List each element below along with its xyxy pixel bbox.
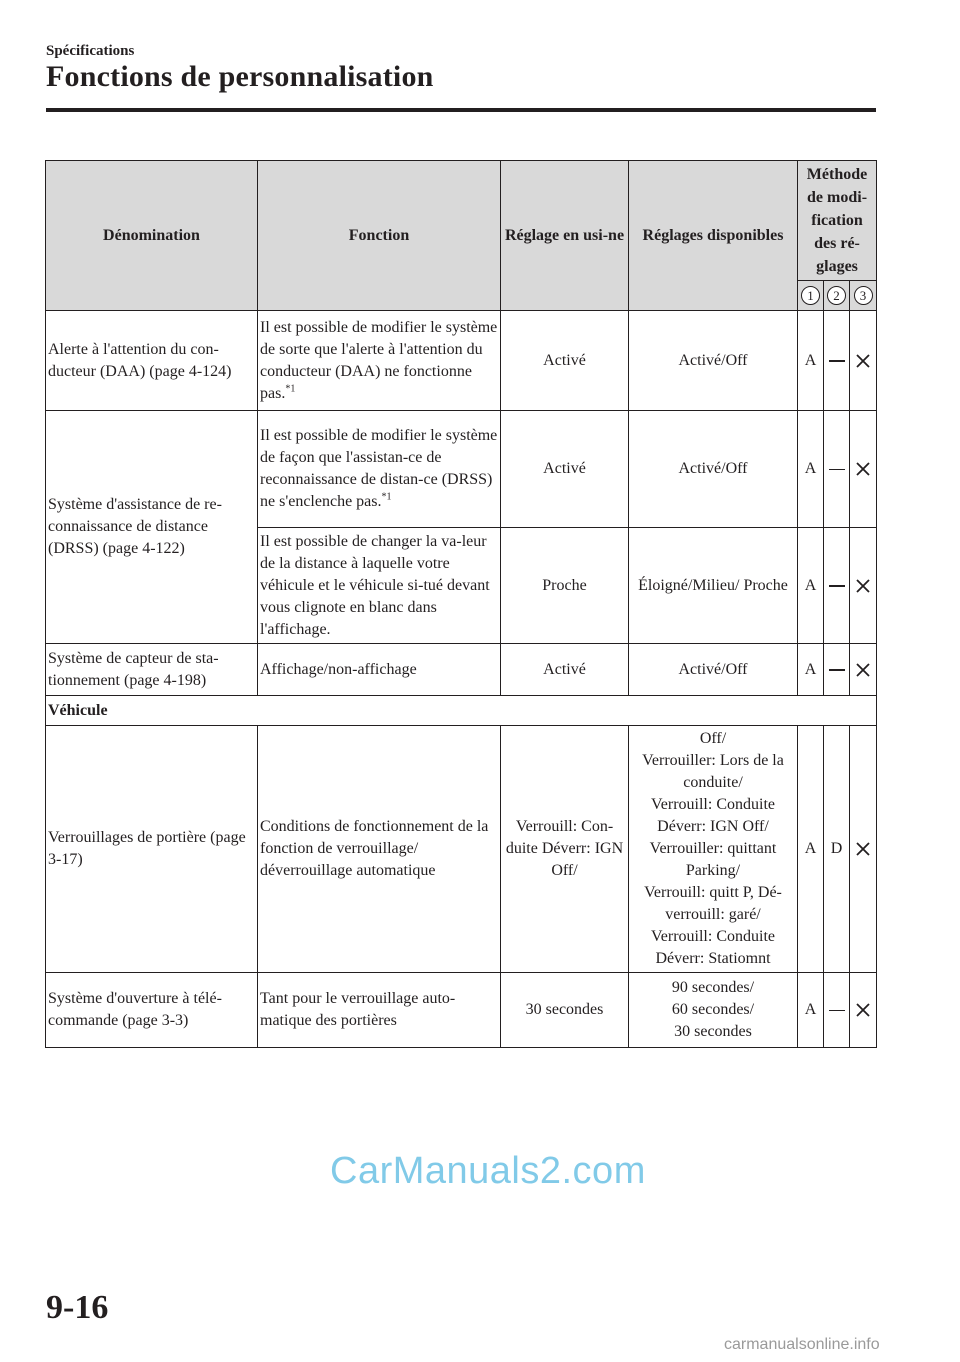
- header-default: Réglage en usi-ne: [501, 161, 629, 311]
- table-row: [46, 726, 877, 973]
- method-1-value: A: [798, 411, 824, 528]
- cross-icon: [855, 841, 871, 857]
- method-1-value: A: [798, 973, 824, 1048]
- row-function: Il est possible de changer la va-leur de la distance à laquelle votre véhicule et le véhicule si-tué devant vous clignote en blanc dans l'affichage.: [258, 528, 501, 644]
- method-3-value: [850, 528, 877, 644]
- group-row: [46, 696, 877, 726]
- row-function: Il est possible de modifier le système de façon que l'assistan-ce de reconnaissance de distan-ce (DRSS) ne s'enclenche pas.$^{*1}$: [258, 411, 501, 528]
- row-function: Il est possible de modifier le système de sorte que l'alerte à l'attention du conducteur (DAA) ne fonctionne pas.$^{*1}$: [258, 311, 501, 411]
- cross-icon: [855, 461, 871, 477]
- method-2-value: [824, 411, 850, 528]
- method-3-value: [850, 973, 877, 1048]
- row-available: Activé/Off: [629, 311, 798, 411]
- footer-url: carmanualsonline.info: [724, 1336, 880, 1353]
- available-option: Verrouiller: Lors de la conduite/: [642, 752, 784, 791]
- header-method: Méthode de modi-fication des ré-glages: [798, 161, 877, 281]
- available-option: Off/: [699, 730, 727, 747]
- method-1-value: A: [798, 311, 824, 411]
- method-2-value: D: [824, 726, 850, 973]
- row-name: Alerte à l'attention du con-ducteur (DAA) (page 4-124): [46, 311, 258, 411]
- circled-number-1-icon: 1: [801, 286, 820, 305]
- table-row: [46, 644, 877, 696]
- method-3-value: [850, 644, 877, 696]
- cross-icon: [855, 1002, 871, 1018]
- header-method-col-3: [850, 281, 877, 311]
- available-option: 30 secondes: [674, 1023, 752, 1040]
- header-method-col-2: [824, 281, 850, 311]
- available-option: 60 secondes/: [671, 1001, 755, 1018]
- row-name: Système de capteur de sta-tionnement (page 4-198): [46, 644, 258, 696]
- method-1-value: A: [798, 644, 824, 696]
- row-default: Activé: [501, 644, 629, 696]
- method-1-value: A: [798, 726, 824, 973]
- dash-icon: [829, 1010, 845, 1012]
- row-available: [629, 726, 798, 973]
- cross-icon: [855, 353, 871, 369]
- available-option: Verrouiller: quittant Parking/: [649, 840, 777, 879]
- table-row: [46, 411, 877, 528]
- cross-icon: [855, 578, 871, 594]
- row-function: Conditions de fonctionnement de la fonction de verrouillage/ déverrouillage automatique: [258, 726, 501, 973]
- row-name: Verrouillages de portière (page 3-17): [46, 726, 258, 973]
- available-option: Verrouill: quitt P, Dé-verrouill: garé/: [644, 884, 782, 923]
- method-2-value: [824, 973, 850, 1048]
- header-function: Fonction: [258, 161, 501, 311]
- method-3-value: [850, 726, 877, 973]
- cross-icon: [855, 662, 871, 678]
- header-method-col-1: [798, 281, 824, 311]
- footnote-mark: *1: [285, 383, 296, 395]
- method-2-value: [824, 311, 850, 411]
- method-3-value: [850, 411, 877, 528]
- row-available: Activé/Off: [629, 644, 798, 696]
- available-option: Verrouill: Conduite Déverr: Statiomnt: [651, 928, 775, 967]
- dash-icon: [829, 585, 845, 587]
- dash-icon: [829, 669, 845, 671]
- watermark: CarManuals2.com: [330, 1150, 646, 1192]
- row-name: Système d'assistance de re-connaissance de distance (DRSS) (page 4-122): [46, 411, 258, 644]
- row-default: 30 secondes: [501, 973, 629, 1048]
- dash-icon: [829, 360, 845, 362]
- method-1-value: A: [798, 528, 824, 644]
- dash-icon: [829, 469, 845, 471]
- row-function: Tant pour le verrouillage auto-matique des portières: [258, 973, 501, 1048]
- available-option: 90 secondes/: [671, 979, 755, 996]
- available-option: Verrouill: Conduite Déverr: IGN Off/: [651, 796, 775, 835]
- row-default: Activé: [501, 311, 629, 411]
- footnote-mark: *1: [381, 491, 392, 503]
- row-default: Proche: [501, 528, 629, 644]
- table-row: [46, 311, 877, 411]
- table-row: [46, 973, 877, 1048]
- row-function: Affichage/non-affichage: [258, 644, 501, 696]
- row-default: Verrouill: Con-duite Déverr: IGN Off/: [501, 726, 629, 973]
- method-3-value: [850, 311, 877, 411]
- header-available: Réglages disponibles: [629, 161, 798, 311]
- row-available: [629, 973, 798, 1048]
- section-label: Spécifications: [46, 43, 135, 59]
- method-2-value: [824, 528, 850, 644]
- page-number: 9-16: [46, 1289, 109, 1326]
- row-name: Système d'ouverture à télé-commande (page 3-3): [46, 973, 258, 1048]
- row-available: Activé/Off: [629, 411, 798, 528]
- circled-number-3-icon: 3: [854, 286, 873, 305]
- circled-number-2-icon: 2: [827, 286, 846, 305]
- page-title: Fonctions de personnalisation: [46, 60, 434, 93]
- customization-table: [45, 160, 877, 1048]
- title-rule: [46, 108, 876, 112]
- header-name: Dénomination: [46, 161, 258, 311]
- method-2-value: [824, 644, 850, 696]
- row-available: Éloigné/Milieu/ Proche: [629, 528, 798, 644]
- row-default: Activé: [501, 411, 629, 528]
- group-label: Véhicule: [46, 696, 877, 726]
